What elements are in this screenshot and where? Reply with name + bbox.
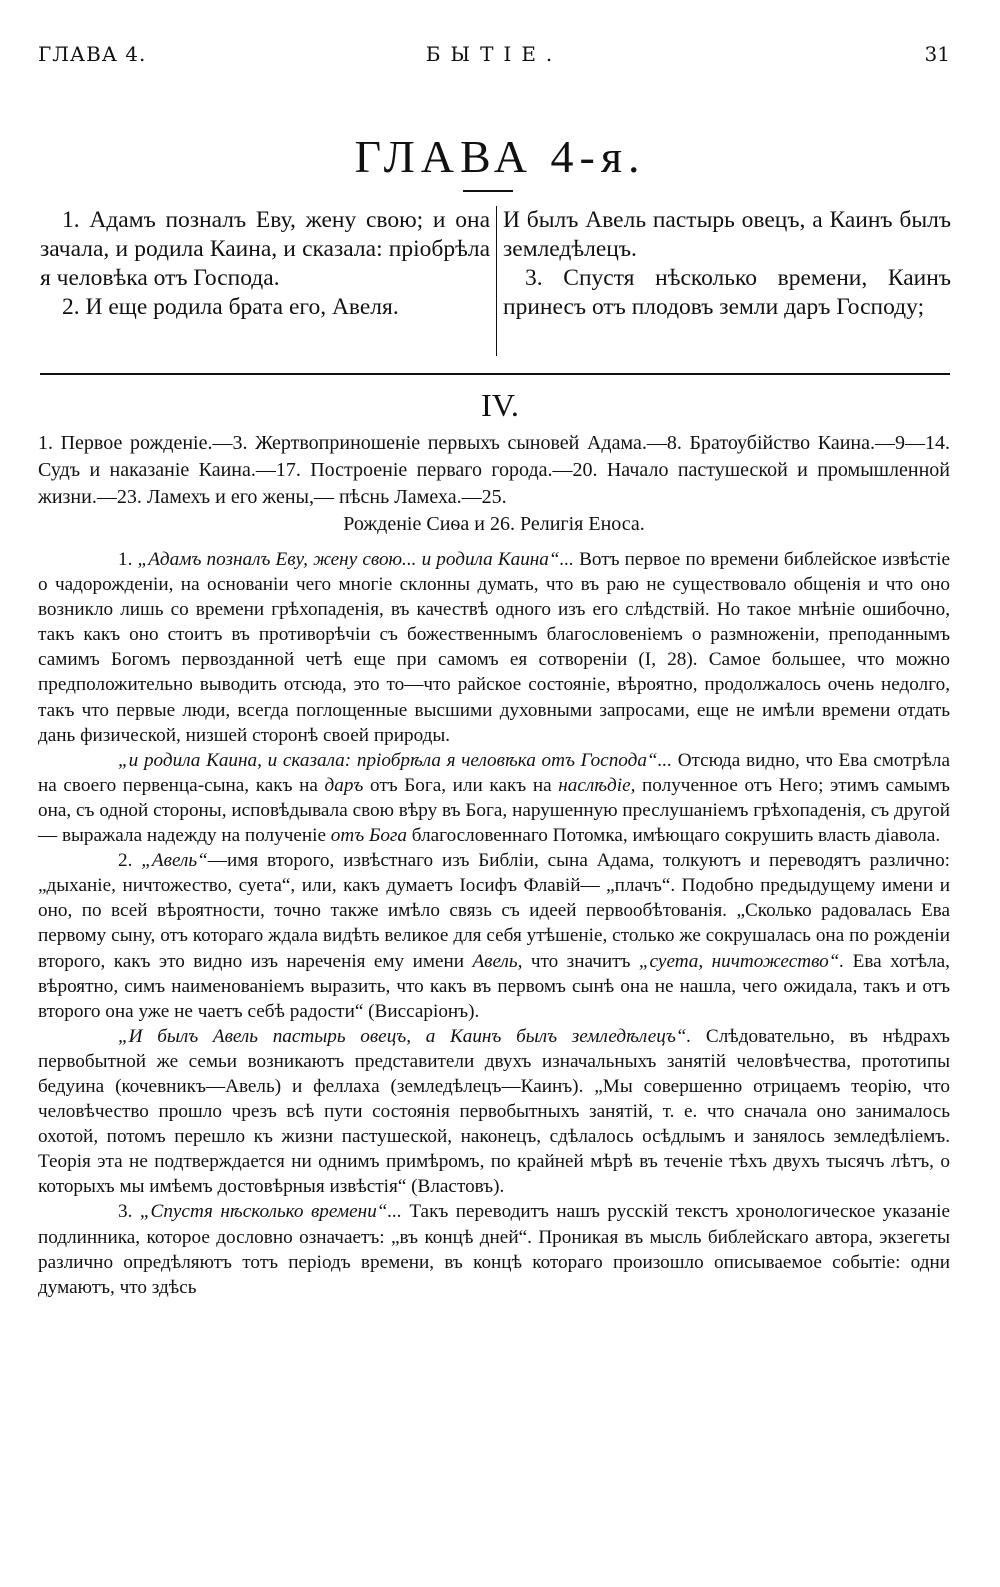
- verse-quote: „Спустя нѣсколько времени“...: [139, 1201, 402, 1223]
- emphasis: „суета, ничтожество“.: [638, 950, 845, 972]
- scripture-verse-3: 3. Спустя нѣсколько времени, Каинъ принесъ отъ плодовъ земли даръ Господу;: [503, 265, 951, 320]
- verse-number: 2.: [118, 850, 133, 872]
- paragraph-text: Слѣдовательно, въ нѣдрахъ первобытной же семьи возникаютъ представители двухъ изначальныхъ занятій человѣчества, прототипы бедуина (кочевникъ—Авель) и феллаха (земледѣлецъ—Каинъ). „Мы совершенно отрицаемъ теорію, что человѣчество прошло чрезъ всѣ пути состоянія первобытныхъ занятій, т. е. что сначала оно занималось охотой, потомъ перешло къ жизни пастушеской, наконецъ, сдѣлалось осѣдлымъ и занялось земледѣліемъ. Теорія эта не подтверждается ни однимъ примѣромъ, по крайней мѣрѣ въ теченіе тѣхъ двухъ тысячъ лѣтъ, о которыхъ мы имѣемъ достовѣрныя извѣстія“ (Властовъ).: [38, 1025, 950, 1198]
- commentary-paragraph-4: [38, 1024, 950, 1200]
- chapter-summary: [38, 430, 950, 538]
- paragraph-text: Такъ переводитъ нашъ русскій текстъ хронологическое указаніе подлинника, которое дословно означаетъ: „въ концѣ дней“. Проникая въ мысль библейскаго автора, экзегеты различно опредѣляютъ тотъ періодъ времени, въ концѣ котораго произошло описываемое событіе: одни думаютъ, что здѣсь: [38, 1201, 951, 1298]
- scripture-verse-2: 2. И еще родила брата его, Авеля.: [62, 294, 399, 320]
- emphasis: наслѣдіе,: [558, 774, 636, 796]
- scripture-left-column: [40, 206, 490, 322]
- paragraph-text: —имя второго, извѣстнаго изъ Библіи, сына Адама, толкуютъ и переводятъ различно: „дыханіе, ничтожество, суета“, или, какъ думаетъ Іосифъ Флавій— „плачъ“. Подобно предыдущему имени и оно, по всей вѣроятности, точно также имѣло связь съ идеей первообѣтованія. „Сколько радовалась Ева первому сыну, отъ котораго ждала видѣть великое для себя утѣшеніе, столько же сокрушалась она по рожденіи второго, какъ это видно изъ нареченія ему имени: [38, 850, 950, 972]
- summary-body: 1. Первое рожденіе.—3. Жертвоприношеніе первыхъ сыновей Адама.—8. Братоубійство Каина.—9—14. Судъ и наказаніе Каина.—17. Построеніе перваго города.—20. Начало пастушеской и промышленной жизни.—23. Ламехъ и его жены,— пѣснь Ламеха.—25.: [38, 432, 950, 508]
- verse-quote: „Авель“: [141, 850, 208, 872]
- running-head: [38, 42, 950, 72]
- section-number: IV.: [481, 387, 519, 423]
- verse-number: 3.: [118, 1201, 133, 1223]
- paragraph-text: Ева хотѣла, вѣроятно, симъ наименованіемъ выразить, что какъ въ первомъ сынѣ она не нашла, чего ожидала, такъ и отъ второго она уже не чаетъ себѣ радости“ (Виссаріонъ).: [38, 950, 950, 1022]
- emphasis: Авель,: [472, 950, 523, 972]
- paragraph-text: благословеннаго Потомка, имѣющаго сокрушить власть діавола.: [407, 825, 941, 847]
- summary-last-line: Рожденіе Сиѳа и 26. Религія Еноса.: [343, 513, 645, 535]
- scripture-rule: [40, 373, 950, 375]
- paragraph-text: отъ Бога, или какъ на: [363, 774, 559, 796]
- verse-quote: „Адамъ позналъ Еву, жену свою... и родила Каина“...: [137, 549, 574, 570]
- commentary: [38, 547, 950, 1300]
- chapter-title: ГЛАВА 4-я.: [354, 131, 646, 182]
- paragraph-text: что значитъ: [522, 950, 639, 972]
- verse-quote: „И былъ Авель пастырь овецъ, а Каинъ былъ земледѣлецъ“.: [118, 1025, 692, 1047]
- title-rule: [463, 190, 513, 192]
- commentary-paragraph-1: [38, 547, 950, 748]
- scripture-right-column: [503, 206, 951, 322]
- commentary-paragraph-5: [38, 1199, 950, 1299]
- commentary-paragraph-2: [38, 748, 950, 848]
- running-head-book: БЫТІЕ.: [425, 42, 563, 66]
- verse-quote: „и родила Каина, и сказала: пріобрѣла я человѣка отъ Господа“...: [118, 749, 672, 771]
- emphasis: отъ Бога: [330, 825, 407, 847]
- emphasis: даръ: [324, 774, 364, 796]
- verse-number: 1.: [118, 549, 133, 570]
- scripture-verse-2-cont: И былъ Авель пастырь овецъ, а Каинъ былъ земледѣлецъ.: [503, 207, 951, 262]
- paragraph-text: полученное отъ Него; этимъ самымъ она, съ одной стороны, исповѣдывала свою вѣру въ Бога, нарушенную преслушаніемъ грѣхопаденія, съ другой — выражала надежду на полученіе: [38, 774, 950, 847]
- commentary-paragraph-3: [38, 848, 950, 1024]
- column-divider: [496, 206, 497, 356]
- paragraph-text: Отсюда видно, что Ева смотрѣла на своего первенца-сына, какъ на: [38, 749, 950, 796]
- paragraph-text: Вотъ первое по времени библейское извѣстіе о чадорожденіи, на основаніи чего многіе склонны думать, что въ раю не существовало общенія и что оно возникло лишь со времени грѣхопаденія, въ качествѣ одного изъ его слѣдствій. Но такое мнѣніе ошибочно, такъ какъ оно стоитъ въ противорѣчіи съ божественнымъ благословеніемъ о размноженіи, преподаннымъ самимъ Богомъ первозданной четѣ еще при самомъ ея сотвореніи (І, 28). Самое большее, что можно предположительно выводить отсюда, это то—что райское состояніе, вѣроятно, продолжалось очень недолго, такъ что первые люди, всегда поглощенные высшими духовными запросами, еще не имѣли времени отдать дань физической, низшей сторонѣ своей природы.: [38, 549, 951, 746]
- running-head-chapter: ГЛАВА 4.: [38, 42, 147, 66]
- scripture-text: [40, 206, 950, 374]
- page-number: 31: [924, 42, 950, 66]
- scripture-verse-1: 1. Адамъ позналъ Еву, жену свою; и она зачала, и родила Каина, и сказала: пріобрѣла я человѣка отъ Господа.: [40, 207, 490, 291]
